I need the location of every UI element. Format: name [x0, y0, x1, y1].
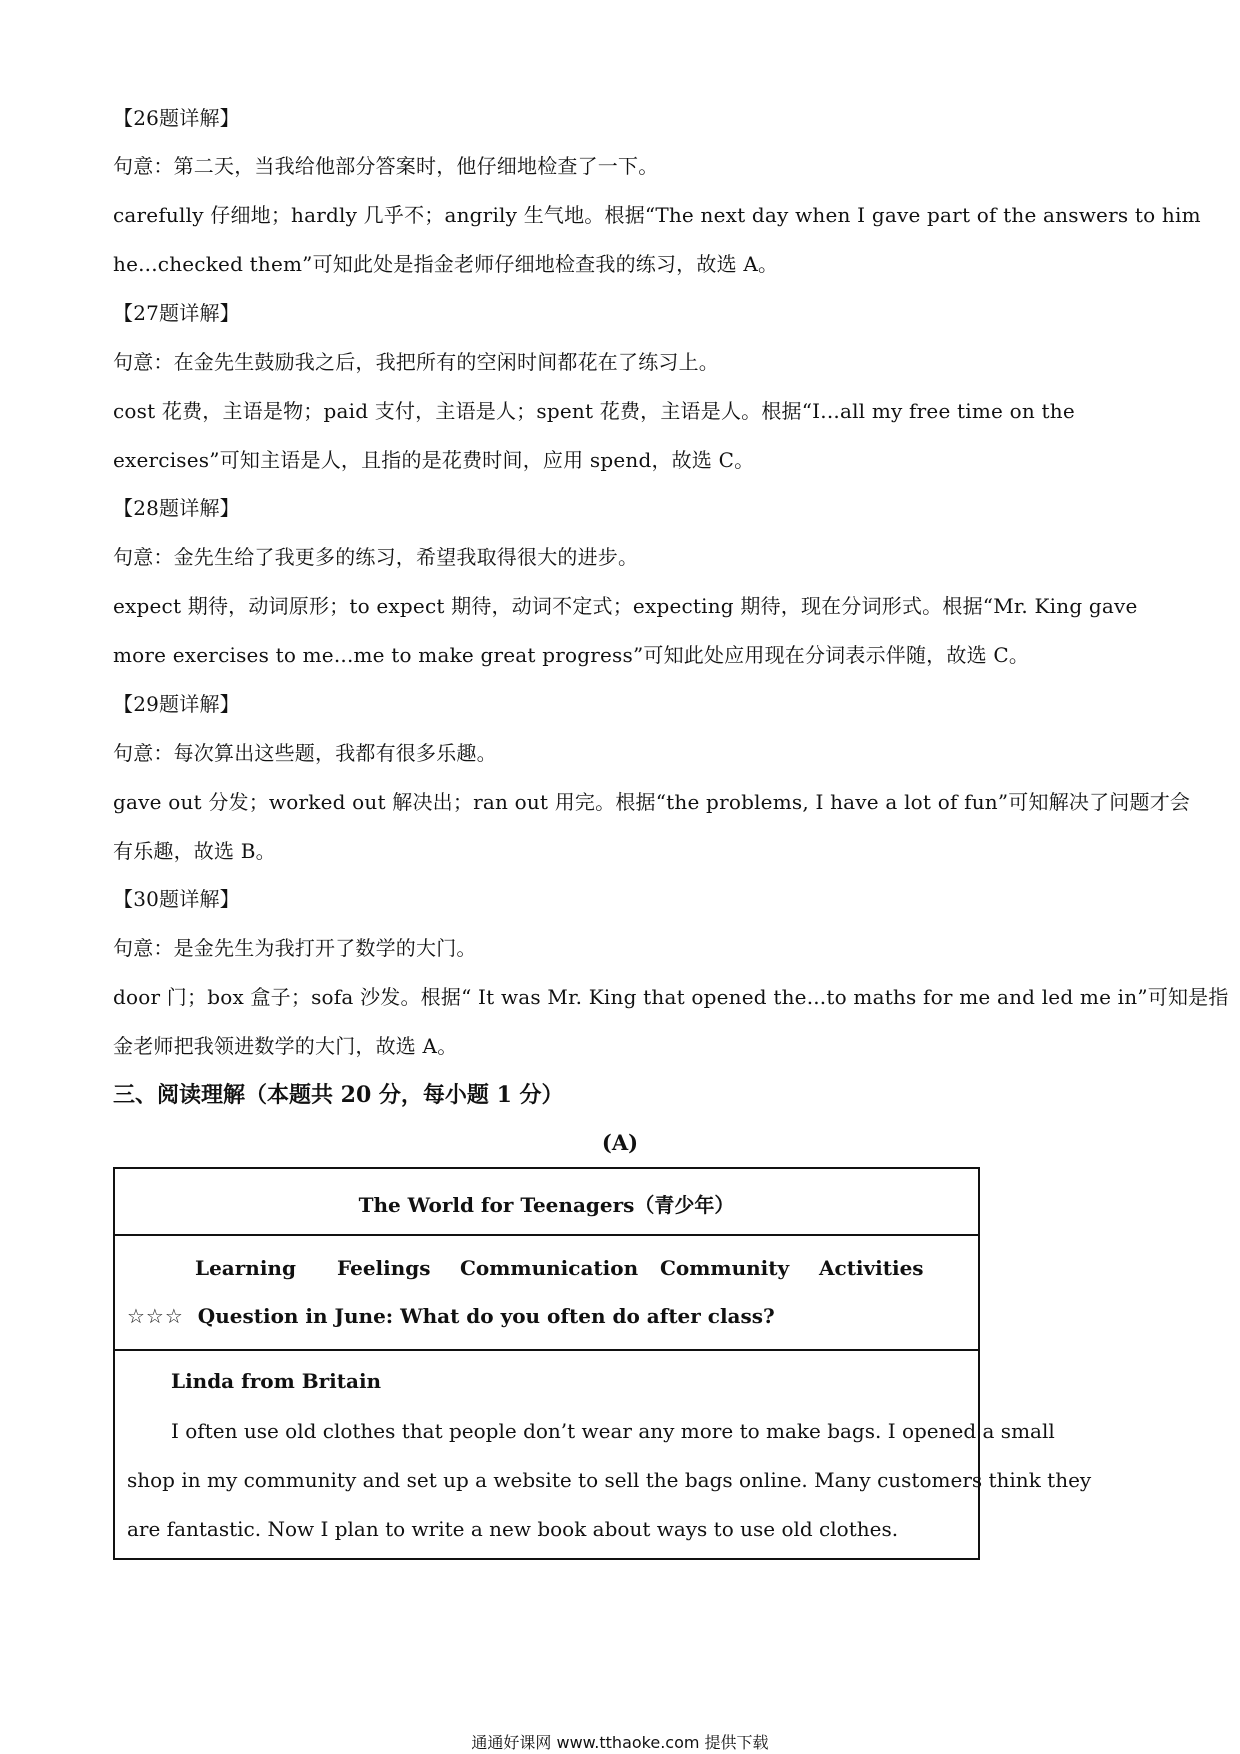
nav-item-learning: Learning: [195, 1256, 296, 1280]
sentence-meaning: 句意：是金先生为我打开了数学的大门。: [113, 936, 477, 960]
sentence-meaning: 句意：每次算出这些题，我都有很多乐趣。: [113, 741, 497, 765]
paragraph-line: I often use old clothes that people don’t wear any more to make bags. I opened a small: [171, 1419, 1055, 1443]
analysis-line: 有乐趣，故选 B。: [113, 839, 276, 863]
nav-item-feelings: Feelings: [337, 1256, 431, 1280]
explanation-header: 【30题详解】: [113, 887, 240, 911]
page-footer: 通通好课网 www.tthaoke.com 提供下载: [471, 1733, 769, 1752]
analysis-line: exercises”可知主语是人，且指的是花费时间，应用 spend，故选 C。: [113, 448, 755, 472]
explanation-header: 【27题详解】: [113, 301, 240, 325]
star-rating-icon: ☆☆☆: [127, 1304, 184, 1328]
section-title: 三、阅读理解（本题共 20 分，每小题 1 分）: [113, 1082, 564, 1108]
sentence-meaning: 句意：在金先生鼓励我之后，我把所有的空闲时间都花在了练习上。: [113, 350, 719, 374]
explanation-header: 【29题详解】: [113, 692, 240, 716]
analysis-line: expect 期待，动词原形；to expect 期待，动词不定式；expecting 期待，现在分词形式。根据“Mr. King gave: [113, 594, 1138, 618]
passage-box: [113, 1167, 1092, 1560]
author-name: Linda from Britain: [171, 1369, 382, 1393]
sentence-meaning: 句意：金先生给了我更多的练习，希望我取得很大的进步。: [113, 545, 639, 569]
analysis-line: more exercises to me...me to make great progress”可知此处应用现在分词表示伴随，故选 C。: [113, 643, 1030, 667]
box-title-row: [115, 1169, 978, 1236]
analysis-line: gave out 分发；worked out 解决出；ran out 用完。根据“the problems, I have a lot of fun”可知解决了问题才会: [113, 790, 1191, 814]
box-content-row: [115, 1351, 1092, 1560]
analysis-line: carefully 仔细地；hardly 几乎不；angrily 生气地。根据“The next day when I gave part of the answers to him: [113, 203, 1201, 227]
nav-item-communication: Communication: [460, 1256, 639, 1280]
paragraph-line: shop in my community and set up a website to sell the bags online. Many customers think they: [127, 1468, 1092, 1492]
question-text: Question in June: What do you often do after class?: [197, 1304, 775, 1328]
nav-item-community: Community: [660, 1256, 790, 1280]
explanation-header: 【26题详解】: [113, 106, 240, 130]
monthly-question: [127, 1304, 775, 1328]
explanation-header: 【28题详解】: [113, 496, 240, 520]
sentence-meaning: 句意：第二天，当我给他部分答案时，他仔细地检查了一下。: [113, 154, 659, 178]
analysis-line: cost 花费，主语是物；paid 支付，主语是人；spent 花费，主语是人。根据“I...all my free time on the: [113, 399, 1075, 423]
category-nav: [195, 1256, 924, 1280]
paragraph-line: are fantastic. Now I plan to write a new book about ways to use old clothes.: [127, 1517, 899, 1541]
box-nav-row: [115, 1236, 978, 1351]
analysis-line: he...checked them”可知此处是指金老师仔细地检查我的练习，故选 A。: [113, 252, 779, 276]
passage-label: (A): [601, 1130, 639, 1155]
nav-item-activities: Activities: [819, 1256, 924, 1280]
analysis-line: door 门；box 盒子；sofa 沙发。根据“ It was Mr. King that opened the...to maths for me and led me in”可知是指: [113, 985, 1229, 1009]
analysis-line: 金老师把我领进数学的大门，故选 A。: [113, 1034, 458, 1058]
box-title: The World for Teenagers（青少年）: [358, 1193, 735, 1217]
